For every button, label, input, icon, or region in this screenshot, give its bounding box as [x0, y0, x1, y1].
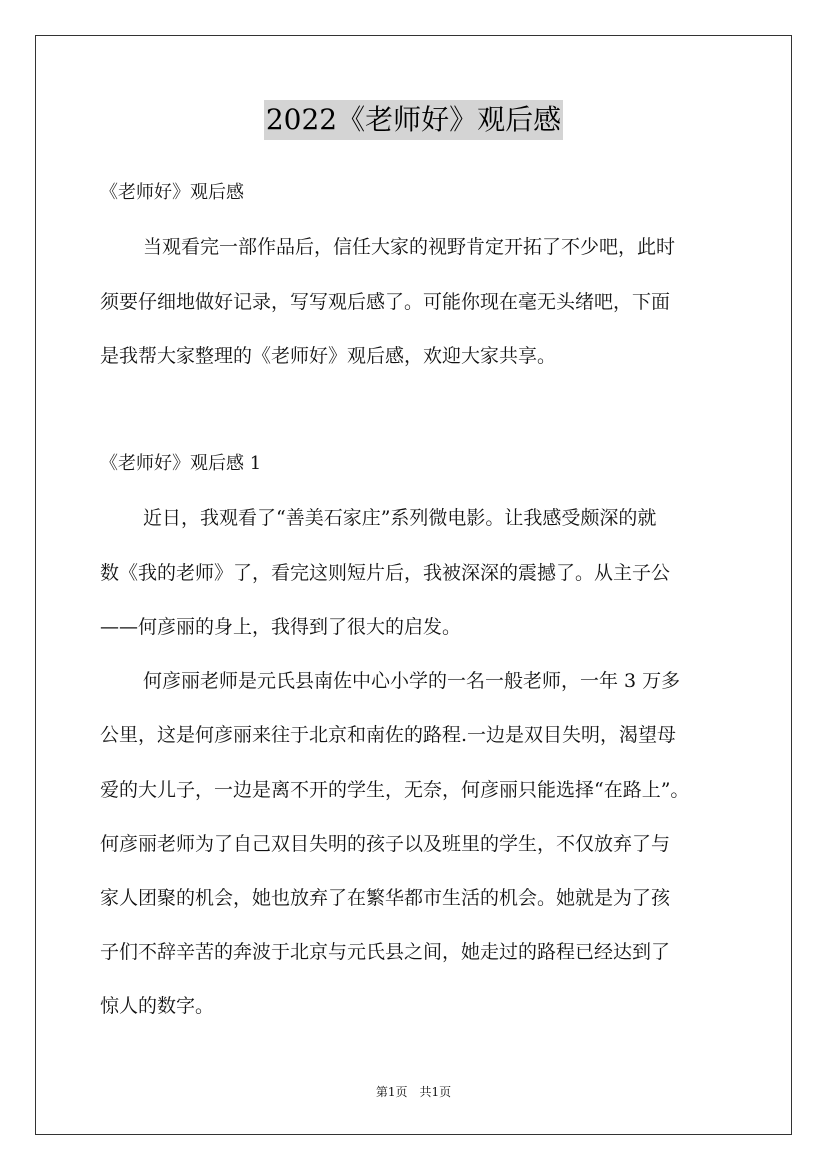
page-total: 共1页: [419, 1085, 452, 1099]
document-title: 2022《老师好》观后感: [264, 100, 563, 140]
para2-line-1: 何彦丽老师是元氏县南佐中心小学的一名一般老师，一年 3 万多: [143, 670, 681, 692]
para2-line-6: 子们不辞辛苦的奔波于北京与元氏县之间，她走过的路程已经达到了: [100, 941, 671, 963]
intro-line-3: 是我帮大家整理的《老师好》观后感，欢迎大家共享。: [100, 345, 557, 367]
title-container: [0, 100, 827, 140]
page-footer: [0, 1084, 827, 1100]
intro-heading: 《老师好》观后感: [100, 182, 244, 203]
para2-line-7: 惊人的数字。: [100, 995, 215, 1017]
para2-line-2: 公里，这是何彦丽来往于北京和南佐的路程.一边是双目失明，渴望母: [100, 724, 677, 746]
para2-line-3: 爱的大儿子，一边是离不开的学生，无奈，何彦丽只能选择“在路上”。: [100, 779, 690, 801]
page-number: 第1页: [375, 1085, 408, 1099]
para1-line-3: ——何彦丽的身上，我得到了很大的启发。: [100, 616, 462, 638]
intro-line-2: 须要仔细地做好记录，写写观后感了。可能你现在毫无头绪吧，下面: [100, 291, 671, 313]
para1-line-1: 近日，我观看了“善美石家庄”系列微电影。让我感受颇深的就: [143, 507, 657, 529]
para2-line-5: 家人团聚的机会，她也放弃了在繁华都市生活的机会。她就是为了孩: [100, 887, 671, 909]
para2-line-4: 何彦丽老师为了自己双目失明的孩子以及班里的学生，不仅放弃了与: [100, 833, 671, 855]
intro-line-1: 当观看完一部作品后，信任大家的视野肯定开拓了不少吧，此时: [143, 236, 676, 258]
para1-line-2: 数《我的老师》了，看完这则短片后，我被深深的震撼了。从主子公: [100, 562, 671, 584]
section1-heading: 《老师好》观后感 1: [100, 453, 262, 474]
